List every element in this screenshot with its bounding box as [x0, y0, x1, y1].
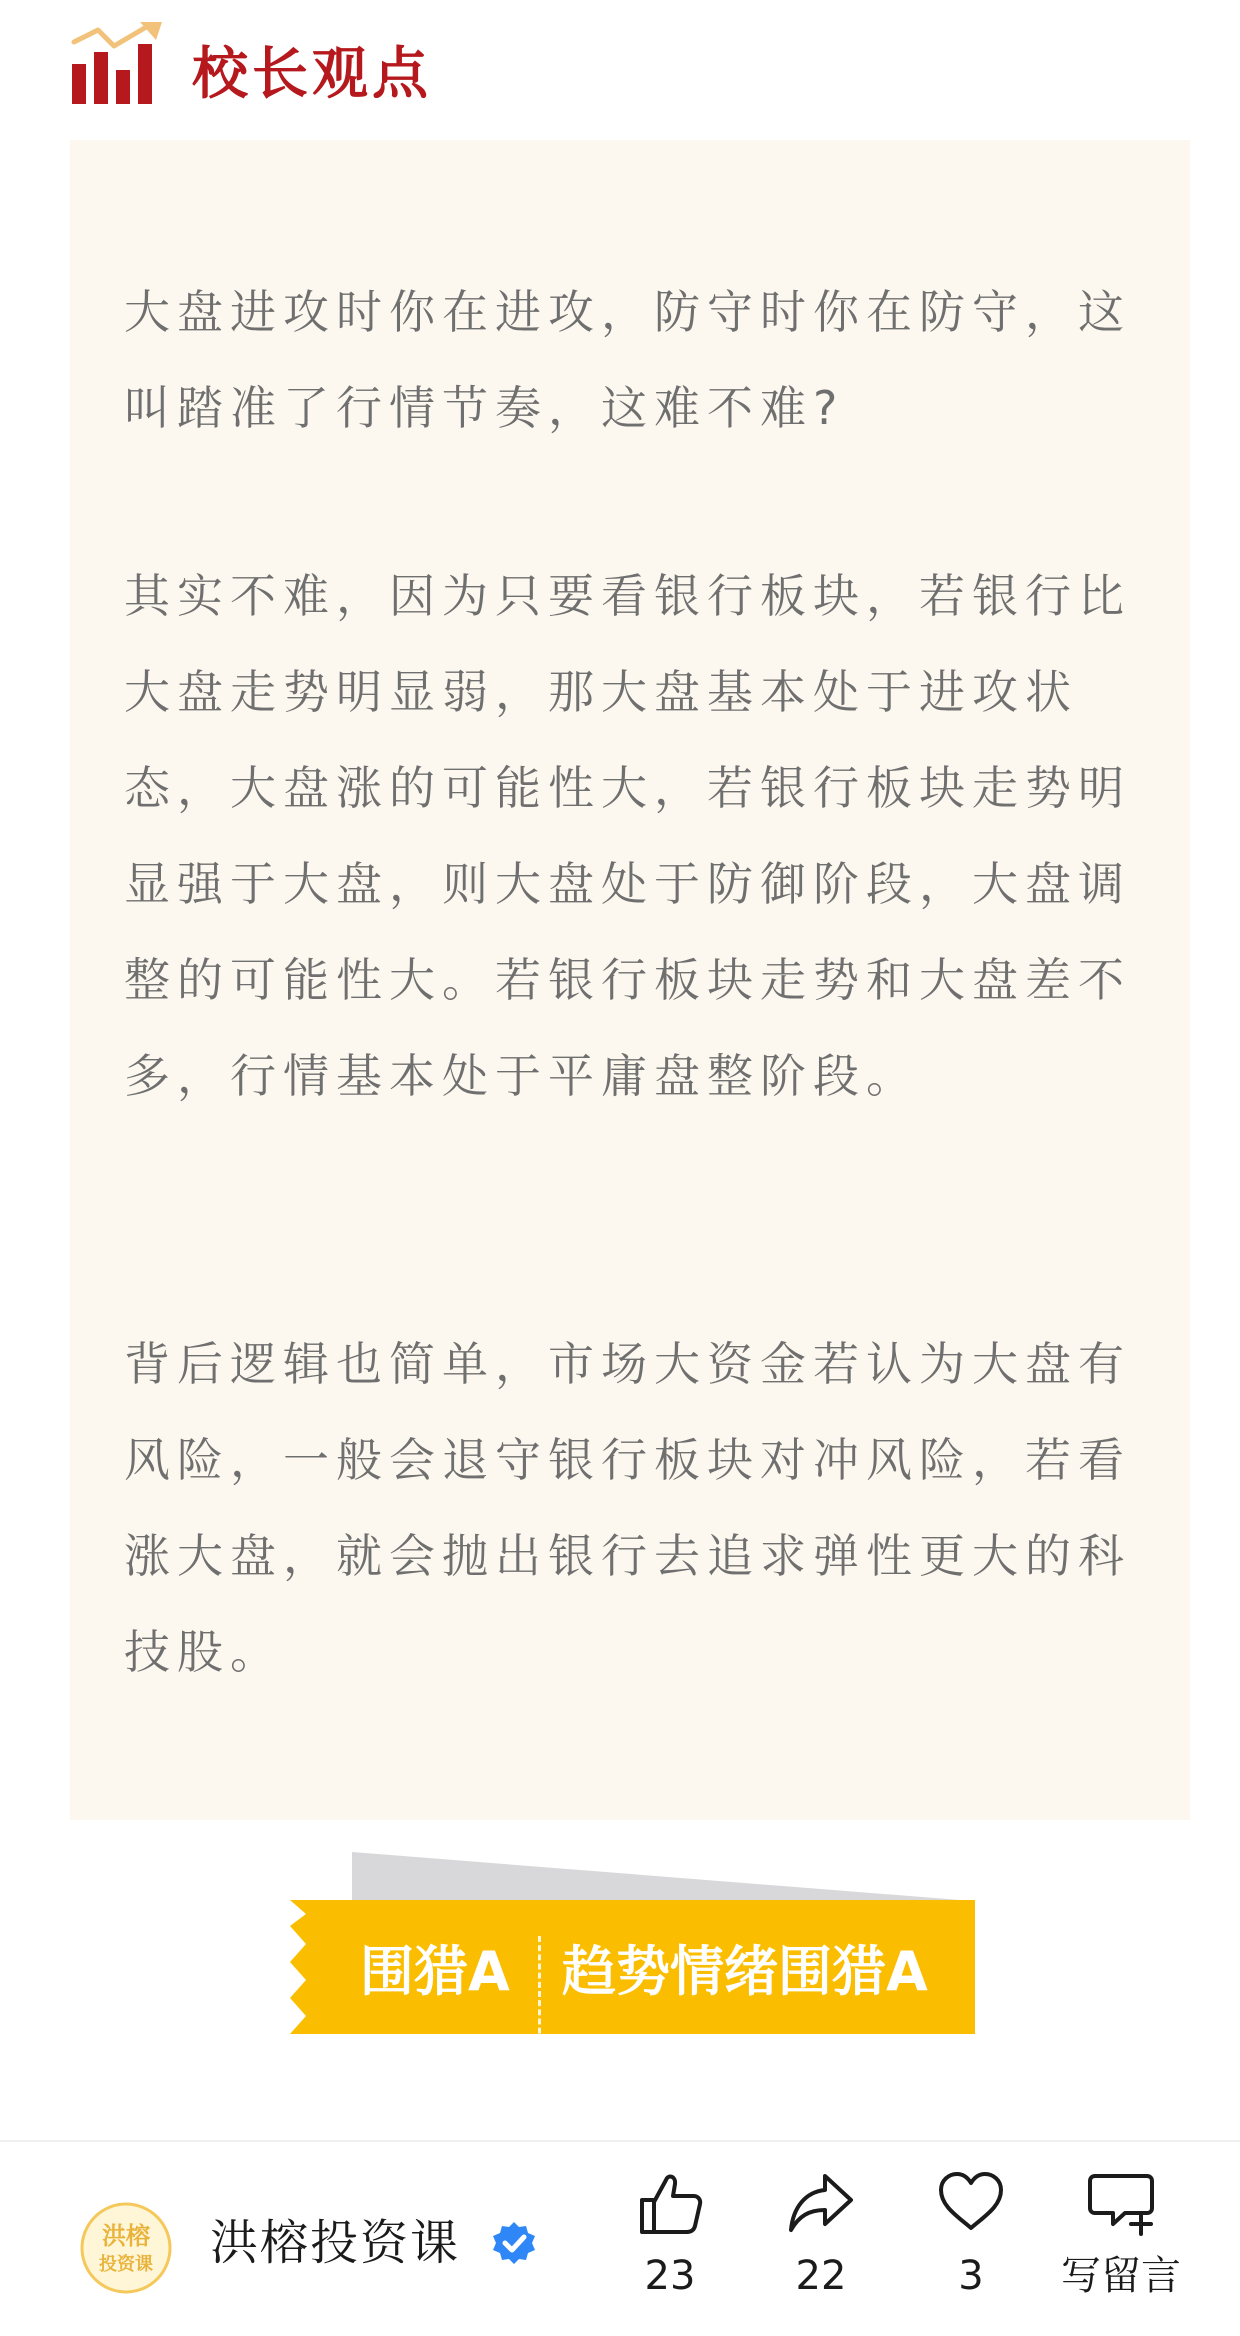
column-banner[interactable]: [280, 1852, 980, 2037]
share-count: 22: [795, 2253, 847, 2299]
heart-icon: [935, 2168, 1007, 2240]
footer-divider: [0, 2140, 1240, 2142]
share-arrow-icon: [785, 2168, 857, 2240]
verified-badge-icon: [490, 2220, 538, 2268]
banner-title: 趋势情绪围猎A: [562, 1940, 928, 2003]
like-count: 23: [644, 2253, 696, 2299]
write-comment-label: 写留言: [1061, 2253, 1181, 2299]
like-button[interactable]: [605, 2168, 735, 2318]
favorite-button[interactable]: [906, 2168, 1036, 2318]
author-logo[interactable]: [78, 2200, 174, 2296]
comment-add-icon: [1085, 2168, 1157, 2240]
quote-box: [70, 140, 1190, 1820]
thumbs-up-icon: [634, 2168, 706, 2240]
favorite-count: 3: [958, 2253, 984, 2299]
section-title: 校长观点: [192, 42, 432, 107]
author-logo-text-2: 投资课: [99, 2254, 153, 2275]
section-header: [70, 22, 570, 122]
author-name[interactable]: 洪榕投资课: [210, 2215, 461, 2271]
bar-chart-logo-icon: [70, 22, 182, 112]
banner-tag: 围猎A: [360, 1940, 510, 2003]
paragraph-3: 背后逻辑也简单，市场大资金若认为大盘有风险，一般会退守银行板块对冲风险，若看涨大盘，就会抛出银行去追求弹性更大的科技股。: [124, 1337, 1131, 1679]
write-comment-button[interactable]: [1056, 2168, 1186, 2318]
author-logo-text-1: 洪榕: [102, 2222, 150, 2250]
share-button[interactable]: [756, 2168, 886, 2318]
banner-divider: [538, 1936, 541, 2052]
paragraph-1: 大盘进攻时你在进攻，防守时你在防守，这叫踏准了行情节奏，这难不难?: [124, 285, 1131, 435]
paragraph-2: 其实不难，因为只要看银行板块，若银行比大盘走势明显弱，那大盘基本处于进攻状态，大盘涨的可能性大，若银行板块走势明显强于大盘，则大盘处于防御阶段，大盘调整的可能性大。若银行板块走势和大盘差不多，行情基本处于平庸盘整阶段。: [124, 569, 1131, 1103]
